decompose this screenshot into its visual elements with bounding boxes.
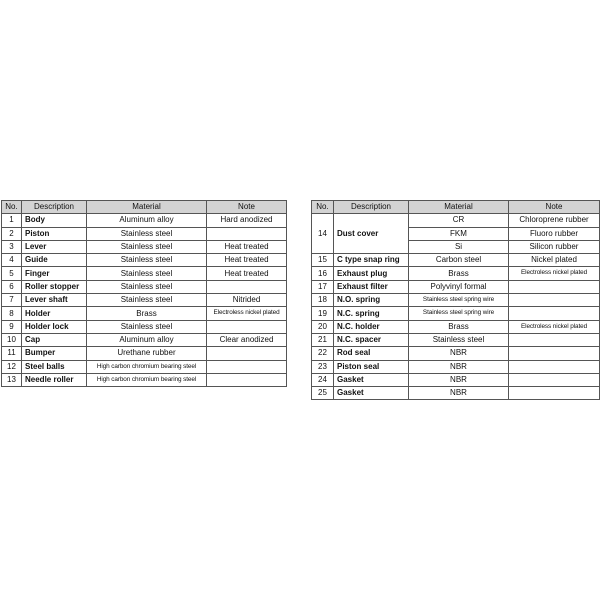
row-material: NBR (409, 387, 509, 400)
row-no: 25 (312, 387, 334, 400)
row-note (207, 347, 287, 360)
table-row (312, 254, 600, 267)
row-material: FKM (409, 227, 509, 240)
row-description: Holder (22, 307, 87, 320)
row-material: NBR (409, 347, 509, 360)
row-no: 21 (312, 333, 334, 346)
row-description: Steel balls (22, 360, 87, 373)
row-description: Dust cover (334, 214, 409, 254)
header-no: No. (2, 201, 22, 214)
row-note (509, 307, 600, 320)
row-no: 11 (2, 347, 22, 360)
row-description: Guide (22, 254, 87, 267)
row-description: N.C. holder (334, 320, 409, 333)
table-row (312, 387, 600, 400)
row-material: Stainless steel (87, 267, 207, 280)
row-material: Brass (409, 267, 509, 280)
row-description: Lever shaft (22, 294, 87, 307)
row-material: Carbon steel (409, 254, 509, 267)
row-description: Rod seal (334, 347, 409, 360)
row-description: Cap (22, 333, 87, 346)
row-material: Brass (409, 320, 509, 333)
row-material: Aluminum alloy (87, 214, 207, 227)
row-note: Hard anodized (207, 214, 287, 227)
row-note: Heat treated (207, 240, 287, 253)
row-description: C type snap ring (334, 254, 409, 267)
row-material: NBR (409, 373, 509, 386)
row-material: Brass (87, 307, 207, 320)
table-row (312, 280, 600, 293)
row-note (509, 280, 600, 293)
table-row (2, 214, 287, 227)
row-material: Stainless steel (87, 240, 207, 253)
row-no: 19 (312, 307, 334, 320)
header-material: Material (409, 201, 509, 214)
table-row (312, 307, 600, 320)
table-header-row (2, 201, 287, 214)
row-note: Nitrided (207, 294, 287, 307)
table-row (2, 294, 287, 307)
row-material: CR (409, 214, 509, 227)
table-row (2, 373, 287, 386)
table-row (2, 360, 287, 373)
row-material: Stainless steel (87, 320, 207, 333)
row-no: 15 (312, 254, 334, 267)
row-no: 20 (312, 320, 334, 333)
header-description: Description (334, 201, 409, 214)
row-description: Body (22, 214, 87, 227)
row-note: Silicon rubber (509, 240, 600, 253)
table-row (2, 254, 287, 267)
row-material: Stainless steel spring wire (409, 294, 509, 307)
table-row (312, 347, 600, 360)
table-row (2, 267, 287, 280)
row-no: 1 (2, 214, 22, 227)
row-note (207, 227, 287, 240)
row-material: Si (409, 240, 509, 253)
row-description: Finger (22, 267, 87, 280)
table-row (2, 227, 287, 240)
row-note: Electroless nickel plated (509, 267, 600, 280)
row-description: N.O. spring (334, 294, 409, 307)
table-row (312, 373, 600, 386)
row-note: Chloroprene rubber (509, 214, 600, 227)
header-material: Material (87, 201, 207, 214)
row-no: 8 (2, 307, 22, 320)
table-row (2, 333, 287, 346)
row-note (207, 320, 287, 333)
table-row (312, 360, 600, 373)
row-material: High carbon chromium bearing steel (87, 373, 207, 386)
header-description: Description (22, 201, 87, 214)
row-description: N.C. spring (334, 307, 409, 320)
row-description: Piston (22, 227, 87, 240)
row-material: High carbon chromium bearing steel (87, 360, 207, 373)
row-no: 4 (2, 254, 22, 267)
parts-table-left (1, 200, 287, 387)
table-row (2, 280, 287, 293)
table-row (2, 347, 287, 360)
table-row (2, 320, 287, 333)
table-header-row (312, 201, 600, 214)
row-description: Needle roller (22, 373, 87, 386)
table-row (312, 214, 600, 227)
row-note: Electroless nickel plated (509, 320, 600, 333)
row-material: Aluminum alloy (87, 333, 207, 346)
row-no: 12 (2, 360, 22, 373)
row-note (509, 373, 600, 386)
row-no: 9 (2, 320, 22, 333)
row-description: Lever (22, 240, 87, 253)
row-no: 22 (312, 347, 334, 360)
row-material: NBR (409, 360, 509, 373)
row-no: 17 (312, 280, 334, 293)
header-note: Note (207, 201, 287, 214)
table-row (312, 294, 600, 307)
table-row (312, 267, 600, 280)
row-material: Urethane rubber (87, 347, 207, 360)
table-row (2, 240, 287, 253)
row-note: Clear anodized (207, 333, 287, 346)
row-description: Gasket (334, 373, 409, 386)
row-no: 3 (2, 240, 22, 253)
row-material: Stainless steel (409, 333, 509, 346)
table-row (2, 307, 287, 320)
row-no: 7 (2, 294, 22, 307)
row-no: 24 (312, 373, 334, 386)
row-note (509, 387, 600, 400)
row-description: Holder lock (22, 320, 87, 333)
row-note: Nickel plated (509, 254, 600, 267)
row-note (509, 360, 600, 373)
row-note (509, 347, 600, 360)
row-note: Electroless nickel plated (207, 307, 287, 320)
row-note: Heat treated (207, 267, 287, 280)
row-no: 2 (2, 227, 22, 240)
row-no: 6 (2, 280, 22, 293)
parts-table-right (311, 200, 600, 400)
header-no: No. (312, 201, 334, 214)
row-description: Exhaust plug (334, 267, 409, 280)
row-no: 10 (2, 333, 22, 346)
row-material: Stainless steel (87, 294, 207, 307)
row-material: Polyvinyl formal (409, 280, 509, 293)
row-no: 14 (312, 214, 334, 254)
table-row (312, 320, 600, 333)
header-note: Note (509, 201, 600, 214)
row-description: Exhaust filter (334, 280, 409, 293)
row-no: 5 (2, 267, 22, 280)
row-no: 23 (312, 360, 334, 373)
row-note (207, 373, 287, 386)
row-note (207, 280, 287, 293)
row-material: Stainless steel (87, 280, 207, 293)
row-no: 18 (312, 294, 334, 307)
row-description: Gasket (334, 387, 409, 400)
row-no: 13 (2, 373, 22, 386)
row-note (509, 333, 600, 346)
row-material: Stainless steel (87, 254, 207, 267)
row-note (509, 294, 600, 307)
row-note: Fluoro rubber (509, 227, 600, 240)
row-note (207, 360, 287, 373)
row-description: N.C. spacer (334, 333, 409, 346)
row-no: 16 (312, 267, 334, 280)
row-material: Stainless steel spring wire (409, 307, 509, 320)
row-description: Roller stopper (22, 280, 87, 293)
row-note: Heat treated (207, 254, 287, 267)
row-material: Stainless steel (87, 227, 207, 240)
row-description: Piston seal (334, 360, 409, 373)
row-description: Bumper (22, 347, 87, 360)
table-row (312, 333, 600, 346)
